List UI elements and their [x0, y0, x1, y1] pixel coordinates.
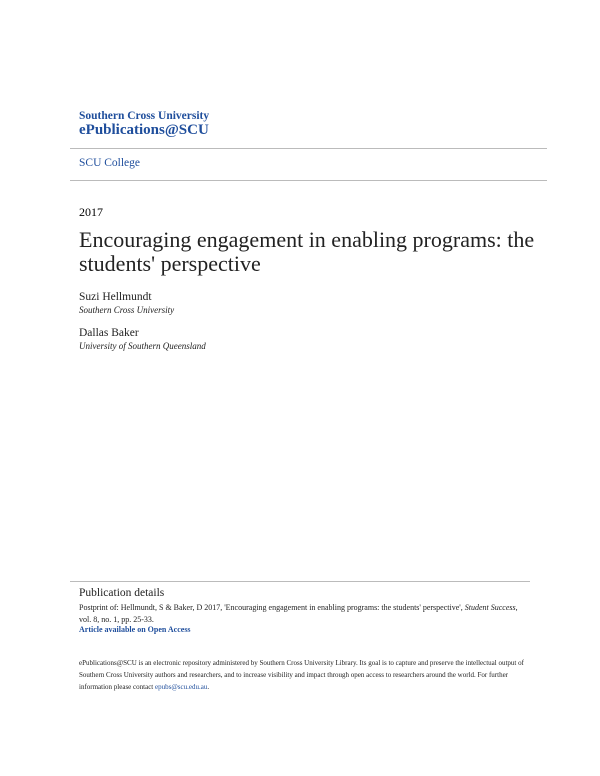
- publication-details-heading: Publication details: [79, 587, 165, 599]
- repository-footer: [79, 657, 524, 693]
- author-name: Suzi Hellmundt: [79, 291, 152, 303]
- citation-prefix: Postprint of: Hellmundt, S & Baker, D 2017, 'Encouraging engagement in enabling programs: the students' perspective',: [79, 603, 465, 612]
- author-name: Dallas Baker: [79, 327, 139, 339]
- collection-link[interactable]: SCU College: [79, 157, 141, 169]
- paper-title: Encouraging engagement in enabling programs: the students' perspective: [79, 227, 535, 276]
- footer-end: .: [207, 683, 210, 691]
- author-affiliation: Southern Cross University: [79, 305, 175, 315]
- divider: [70, 581, 530, 582]
- journal-name: Student Success: [464, 603, 516, 612]
- repository-name[interactable]: ePublications@SCU: [79, 122, 209, 138]
- divider: [70, 180, 547, 181]
- publication-year: 2017: [79, 205, 103, 219]
- university-name[interactable]: Southern Cross University: [79, 110, 210, 122]
- footer-text: ePublications@SCU is an electronic repository administered by Southern Cross University Library. Its goal is to capture and preserve the intellectual output of Southern Cross University authors and researchers, and to increase visibility and impact through open access to researchers around the world. For further information please contact: [79, 659, 524, 691]
- contact-email-link[interactable]: epubs@scu.edu.au: [155, 683, 208, 691]
- author-affiliation: University of Southern Queensland: [79, 341, 206, 351]
- divider: [70, 148, 547, 149]
- open-access-link[interactable]: Article available on Open Access: [79, 625, 191, 634]
- citation: [79, 602, 529, 625]
- citation-suffix: , vol. 8, no. 1, pp. 25-33.: [79, 603, 518, 624]
